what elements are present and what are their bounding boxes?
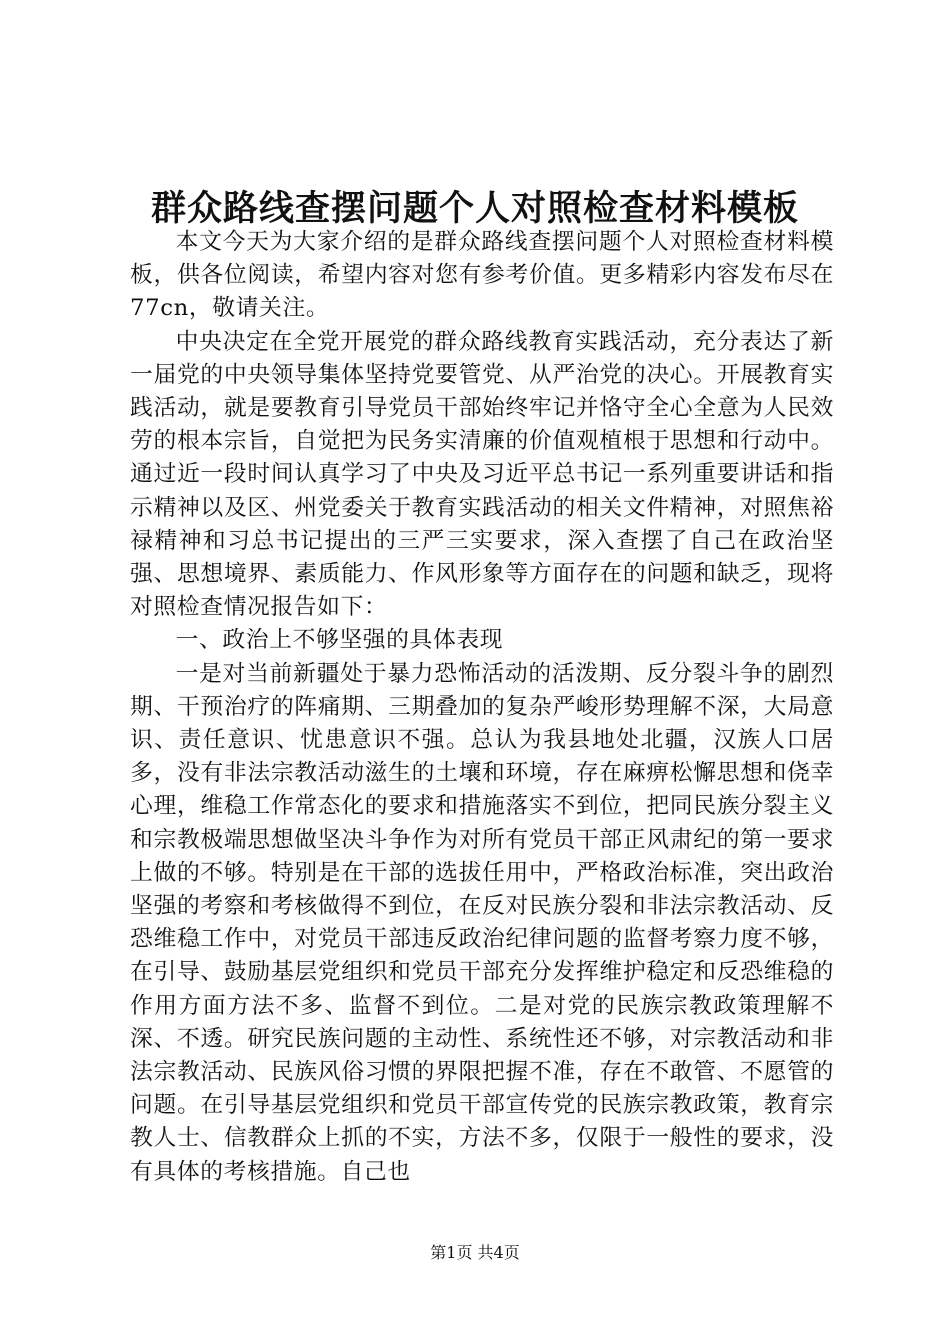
section-heading: 一、政治上不够坚强的具体表现 xyxy=(175,627,504,654)
document-title: 群众路线查摆问题个人对照检查材料模板 xyxy=(150,188,799,229)
section-paragraph: 一是对当前新疆处于暴力恐怖活动的活泼期、反分裂斗争的剧烈期、干预治疗的阵痛期、三期叠加的复杂严峻形势理解不深，大局意识、责任意识、忧患意识不强。总认为我县地处北疆，汉族人口居多，没有非法宗教活动滋生的土壤和环境，存在麻痹松懈思想和侥幸心理，维稳工作常态化的要求和措施落实不到位，把同民族分裂主义和宗教极端思想做坚决斗争作为对所有党员干部正风肃纪的第一要求上做的不够。特别是在干部的选拔任用中，严格政治标准，突出政治坚强的考察和考核做得不到位，在反对民族分裂和非法宗教活动、反恐维稳工作中，对党员干部违反政治纪律问题的监督考察力度不够，在引导、鼓励基层党组织和党员干部充分发挥维护稳定和反恐维稳的作用方面方法不多、监督不到位。二是对党的民族宗教政策理解不深、不透。研究民族问题的主动性、系统性还不够，对宗教活动和非法宗教活动、民族风俗习惯的界限把握不准，存在不敢管、不愿管的问题。在引导基层党组织和党员干部宣传党的民族宗教政策，教育宗教人士、信教群众上抓的不实，方法不多，仅限于一般性的要求，没有具体的考核措施。自己也 xyxy=(130,660,834,1185)
document-body xyxy=(130,226,834,1189)
background-paragraph: 中央决定在全党开展党的群众路线教育实践活动，充分表达了新一届党的中央领导集体坚持党要管党、从严治党的决心。开展教育实践活动，就是要教育引导党员干部始终牢记并恪守全心全意为人民效劳的根本宗旨，自觉把为民务实清廉的价值观植根于思想和行动中。通过近一段时间认真学习了中央及习近平总书记一系列重要讲话和指示精神以及区、州党委关于教育实践活动的相关文件精神，对照焦裕禄精神和习总书记提出的三严三实要求，深入查摆了自己在政治坚强、思想境界、素质能力、作风形象等方面存在的问题和缺乏，现将对照检查情况报告如下： xyxy=(130,328,834,621)
page-number: 第1页 共4页 xyxy=(430,1243,520,1262)
intro-paragraph: 本文今天为大家介绍的是群众路线查摆问题个人对照检查材料模板，供各位阅读，希望内容对您有参考价值。更多精彩内容发布尽在77cn，敬请关注。 xyxy=(130,229,834,322)
